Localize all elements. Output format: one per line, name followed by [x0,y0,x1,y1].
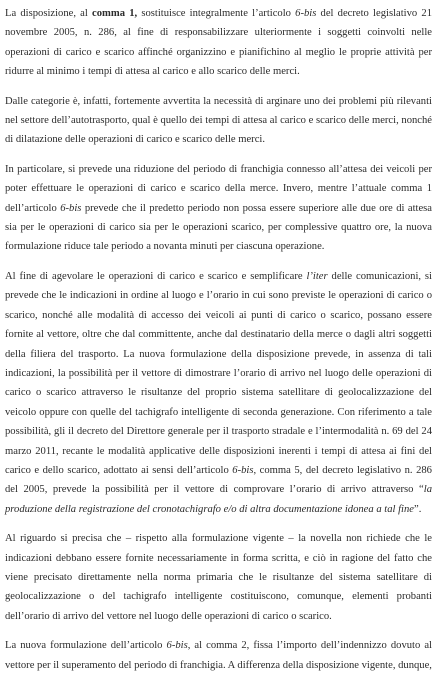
text-segment: In particolare, si prevede una riduzione del periodo di franchigia connesso all’attesa dei veicoli per poter effettuare le operazioni di carico e scarico della merce. Invero, mentre l’attuale comma 1 dell’articolo [5,163,432,214]
italic-text: 6-bis [166,640,188,652]
text-segment: del decreto legislativo 21 novembre 2005, n. 286, al fine di responsabilizzare ulteriormente i soggetti coinvolti nelle operazioni di carico e scarico affinché organizzino e pianifichino al meglio le proprie attività per ridurre al minimo i tempi di attesa al carico e allo scarico delle merci. [5,8,432,78]
text-segment: ”. [414,503,422,515]
text-segment: Al riguardo si precisa che – rispetto alla formulazione vigente – la novella non richiede che le indicazioni debbano essere fornite necessariamente in forma scritta, e ciò in ragione del fatto che viene precisato direttamente nella norma primaria che le risultanze del sistema satellitare di geolocalizzazione o del tachigrafo intelligente costituiscono, comunque, elementi probanti dell’orario di arrivo del vettore nel luogo delle operazioni di carico o scarico. [5,533,432,622]
bold-text: comma 1, [92,8,138,19]
text-segment: delle comunicazioni, si prevede che le indicazioni in ordine al luogo e l’orario in cui sono previste le operazioni di carico o scarico, nonché alle modalità di accesso dei veicoli ai punti di carico o scarico, possano essere fornite al vettore, oltre che dal committente, anche dal destinatario della merce o dagli altri soggetti della filiera del trasporto. La nuova formulazione della disposizione prevede, in assenza di tali indicazioni, la possibilità per il vettore di dimostrare l’orario di arrivo nel luogo delle operazioni di carico o scarico attraverso le risultanze del proprio sistema satellitare di geolocalizzazione del veicolo oppure con quelle del tachigrafo intelligente di seconda generazione. Con riferimento a tale possibilità, gli il decreto del Direttore generale per il trasporto stradale e l’intermodalità n. 69 del 24 marzo 2011, recante le modalità applicative delle disposizioni inerenti i tempi di attesa ai fini del carico e dello scarico, adottato ai sensi dell’articolo [5,270,432,476]
italic-text: 6-bis [232,464,254,476]
italic-text: l’iter [306,270,328,282]
text-segment: La nuova formulazione dell’articolo [5,640,167,652]
italic-text: la produzione della registrazione del cronotachigrafo e/o di altra documentazione idonea a tal fine [5,484,432,515]
text-segment: , comma 5, del decreto legislativo n. 286 del 2005, prevede la possibilità per il vettore di comprovare l’orario di arrivo attraverso “ [5,464,432,496]
text-segment: La disposizione, al [5,8,93,19]
paragraph [5,160,432,257]
paragraph [5,92,432,150]
text-segment: prevede che il predetto periodo non possa essere superiore alle due ore di attesa sia per le operazioni di carico sia per le operazioni scarico, per complessive quattro ore, la nuova formulazione riduce tale periodo a novanta minuti per ciascuna operazione. [5,202,432,253]
paragraph [5,529,432,626]
italic-text: 6-bis [60,202,82,214]
paragraph [5,4,432,82]
text-segment: , al comma 2, fissa l’importo dell’indennizzo dovuto al vettore per il superamento del periodo di franchigia. A differenza della disposizione vigente, dunque, [5,640,432,671]
text-segment: sostituisce integralmente l’articolo [137,8,296,19]
italic-text: 6-bis [295,8,317,19]
paragraph [5,636,432,675]
text-segment: Al fine di agevolare le operazioni di carico e scarico e semplificare [5,270,307,282]
paragraph [5,267,432,519]
text-segment: Dalle categorie è, infatti, fortemente avvertita la necessità di arginare uno dei problemi più rilevanti nel settore dell’autotrasporto, qual è quello dei tempi di attesa al carico e scarico delle merci, nonché di dilatazione delle operazioni di carico e scarico delle merci. [5,95,432,146]
